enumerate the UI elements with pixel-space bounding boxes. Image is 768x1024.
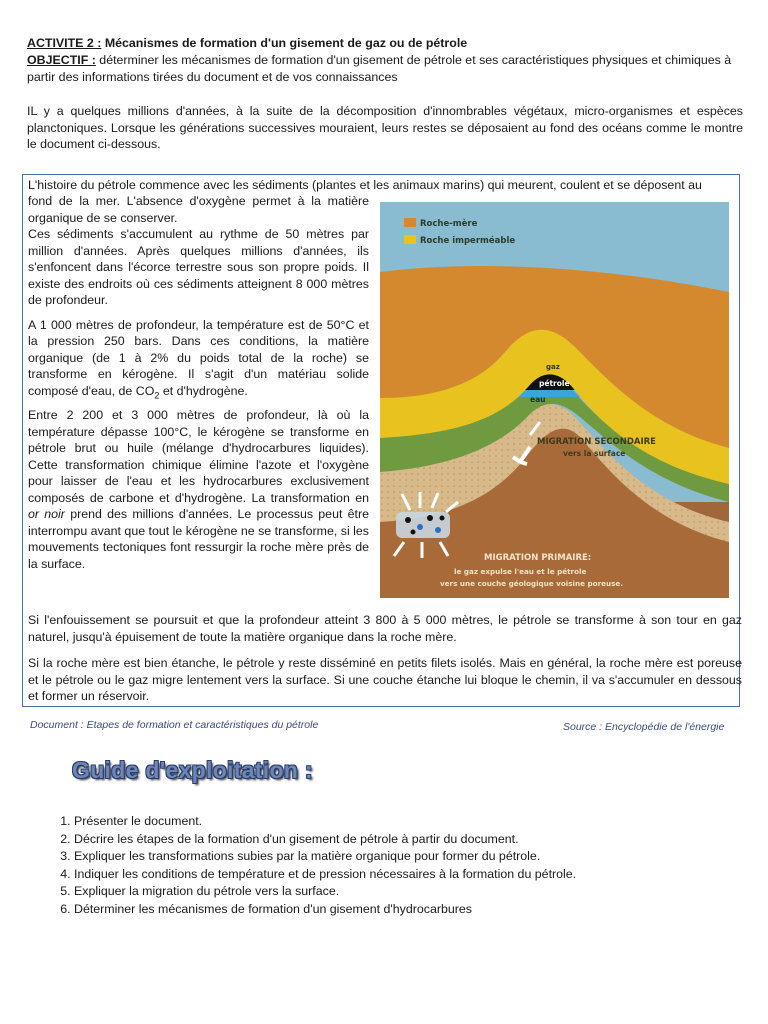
box-paragraph-1: fond de la mer. L'absence d'oxygène permet à la matière organique de se conserver. [28,194,369,225]
primary-migration-line2: vers une couche géologique voisine poreuse. [440,579,623,588]
box-paragraph-2: Ces sédiments s'accumulent au rythme de 50 mètres par million d'années. Après quelques millions d'années, ils s'enfoncent dans l'écorce terrestre sous son propre poids. Il existe des endroits où ces sédiments atteignent 8 000 mètres de profondeur. [28,227,369,307]
kerogen-dot [405,517,411,523]
source-caption: Source : Encyclopédie de l'énergie [563,721,725,733]
document-caption: Document : Etapes de formation et caractéristiques du pétrole [30,719,319,731]
kerogen-dot [417,524,423,530]
guide-question: 2. Décrire les étapes de la formation d'un gisement de pétrole à partir du document. [74,831,764,849]
guide-question-list [48,813,764,918]
objective [27,52,743,85]
guide-question: 1. Présenter le document. [74,813,764,831]
box-paragraph-6: Si la roche mère est bien étanche, le pétrole y reste disséminé en petits filets isolés. Mais en général, la roche mère est poreuse et le pétrole ou le gaz migre lentement vers la surface. Si une couche étanche lui bloque le chemin, il va s'accumuler en dessous et former un réservoir. [28,656,742,703]
objective-text: déterminer les mécanismes de formation d'un gisement de pétrole et ses caractéristiques physiques et chimiques à partir des informations tirées du document et de vos connaissances [27,53,732,84]
activity-label: ACTIVITE 2 : [27,36,102,50]
objective-label: OBJECTIF : [27,53,96,67]
petroleum-formation-figure [380,202,729,598]
legend-label-impermeable: Roche imperméable [420,236,516,246]
legend-swatch-source-rock [404,218,416,227]
box-paragraph-4: Entre 2 200 et 3 000 mètres de profondeur, là où la température dépasse 100°C, le kérogène se transforme en pétrole brut ou huile (mélange d'hydrocarbures liquides). Cette transformation chimique élimine l'azote et l'oxygène pour laisser de l'eau et les hydrocarbures exclusivement composés de carbone et d'hydrogène. La transformation en or noir prend des millions d'années. Le processus peut être interrompu avant que tout le kérogène ne se transforme, si les mouvements tectoniques font ressurgir la roche mère près de la surface. [28,408,369,571]
secondary-migration-title: MIGRATION SECONDAIRE [537,437,656,447]
guide-question: 3. Expliquer les transformations subies par la matière organique pour former du pétrole. [74,848,764,866]
activity-title: Mécanismes de formation d'un gisement de gaz ou de pétrole [104,36,468,50]
guide-question: 6. Déterminer les mécanismes de formation d'un gisement d'hydrocarbures [74,901,764,919]
legend-swatch-impermeable [404,235,416,244]
oil-label: pétrole [539,379,570,388]
box-left-column [28,193,369,578]
activity-heading [27,35,747,52]
kerogen-dot [435,527,441,533]
secondary-migration-subtitle: vers la surface [563,449,626,458]
kerogen-dot [411,530,416,535]
guide-title: Guide d'exploitation : [72,757,313,783]
primary-migration-line1: le gaz expulse l'eau et le pétrole [454,567,587,576]
box-paragraph-3: A 1 000 mètres de profondeur, la température est de 50°C et la pression 250 bars. Dans ces conditions, la matière organique (de 1 à 2% du poids total de la roche) se transforme en kérogène. Il s'agit d'un matériau solide composé d'eau, de $CO_2$ et d'hydrogène. [28,317,369,400]
guide-question: 4. Indiquer les conditions de température et de pression nécessaires à la formation du pétrole. [74,866,764,884]
gas-label: gaz [546,363,560,371]
box-paragraph-5: Si l'enfouissement se poursuit et que la profondeur atteint 3 800 à 5 000 mètres, le pétrole se transforme à son tour en gaz naturel, jusqu'à épuisement de toute la matière organique dans la roche mère. [28,613,742,644]
box-paragraph-1-top: L'histoire du pétrole commence avec les sédiments (plantes et les animaux marins) qui meurent, coulent et se déposent au [28,178,702,192]
water-label: eau [530,395,546,404]
kerogen-dot [440,516,445,521]
kerogen-dot [427,515,433,521]
legend-label-source-rock: Roche-mère [420,219,478,229]
intro-paragraph: IL y a quelques millions d'années, à la suite de la décomposition d'innombrables végétaux, micro-organismes et espèces planctoniques. Lorsque les générations successives mouraient, leurs restes se déposaient au fond des océans comme le montre le document ci-dessous. [27,104,743,151]
guide-question: 5. Expliquer la migration du pétrole vers la surface. [74,883,764,901]
primary-migration-title: MIGRATION PRIMAIRE: [484,553,592,563]
